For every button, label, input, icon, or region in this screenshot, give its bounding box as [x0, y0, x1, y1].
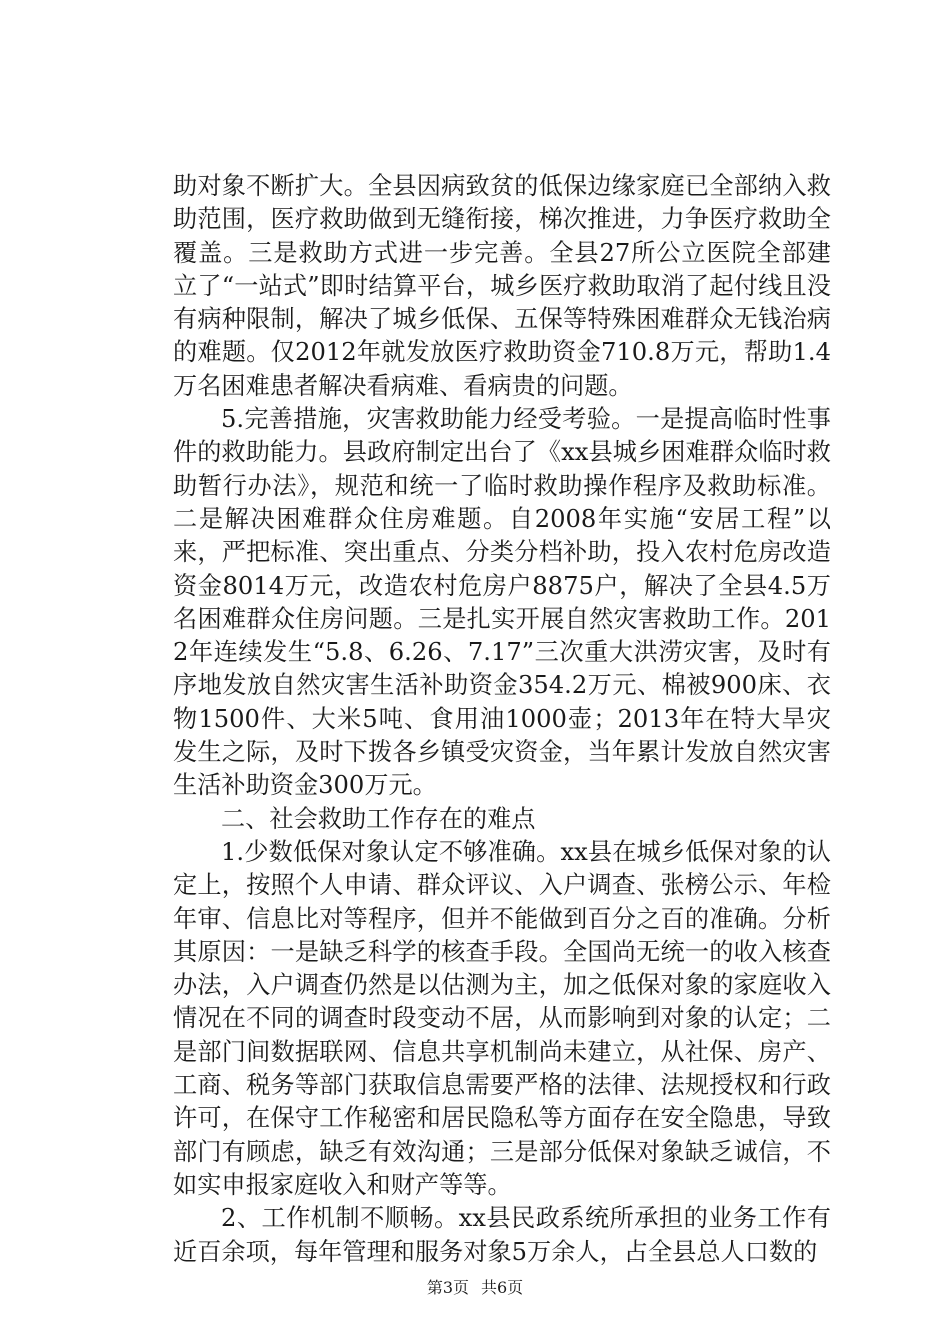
page-number-current: 第3页: [426, 1278, 469, 1297]
paragraph-work-mechanism: 2、工作机制不顺畅。xx县民政系统所承担的业务工作有近百余项，每年管理和服务对象5万余人，占全县总人口数的: [173, 1204, 831, 1266]
page-footer: [0, 1278, 950, 1298]
paragraph-disaster-aid: 5.完善措施，灾害救助能力经受考验。一是提高临时性事件的救助能力。县政府制定出台了《xx县城乡困难群众临时救助暂行办法》，规范和统一了临时救助操作程序及救助标准。二是解决困难群众住房难题。自2008年实施“安居工程”以来，严把标准、突出重点、分类分档补助，投入农村危房改造资金8014万元，改造农村危房户8875户，解决了全县4.5万名困难群众住房问题。三是扎实开展自然灾害救助工作。2012年连续发生“5.8、6.26、7.17”三次重大洪涝灾害，及时有序地发放自然灾害生活补助资金354.2万元、棉被900床、衣物1500件、大米5吨、食用油1000壶；2013年在特大旱灾发生之际，及时下拨各乡镇受灾资金，当年累计发放自然灾害生活补助资金300万元。: [173, 405, 831, 800]
paragraph-medical-aid: 助对象不断扩大。全县因病致贫的低保边缘家庭已全部纳入救助范围，医疗救助做到无缝衔接，梯次推进，力争医疗救助全覆盖。三是救助方式进一步完善。全县27所公立医院全部建立了“一站式”即时结算平台，城乡医疗救助取消了起付线且没有病种限制，解决了城乡低保、五保等特殊困难群众无钱治病的难题。仅2012年就发放医疗救助资金710.8万元，帮助1.4万名困难患者解决看病难、看病贵的问题。: [173, 172, 831, 400]
section-heading-difficulties: 二、社会救助工作存在的难点: [221, 804, 536, 833]
page-number-total: 共6页: [481, 1278, 524, 1297]
paragraph-low-income-identification: 1.少数低保对象认定不够准确。xx县在城乡低保对象的认定上，按照个人申请、群众评议、入户调查、张榜公示、年检年审、信息比对等程序，但并不能做到百分之百的准确。分析其原因：一是缺乏科学的核查手段。全国尚无统一的收入核查办法，入户调查仍然是以估测为主，加之低保对象的家庭收入情况在不同的调查时段变动不居，从而影响到对象的认定；二是部门间数据联网、信息共享机制尚未建立，从社保、房产、工商、税务等部门获取信息需要严格的法律、法规授权和行政许可，在保守工作秘密和居民隐私等方面存在安全隐患，导致部门有顾虑，缺乏有效沟通；三是部分低保对象缺乏诚信，不如实申报家庭收入和财产等等。: [173, 837, 831, 1199]
document-body: [173, 170, 831, 1269]
